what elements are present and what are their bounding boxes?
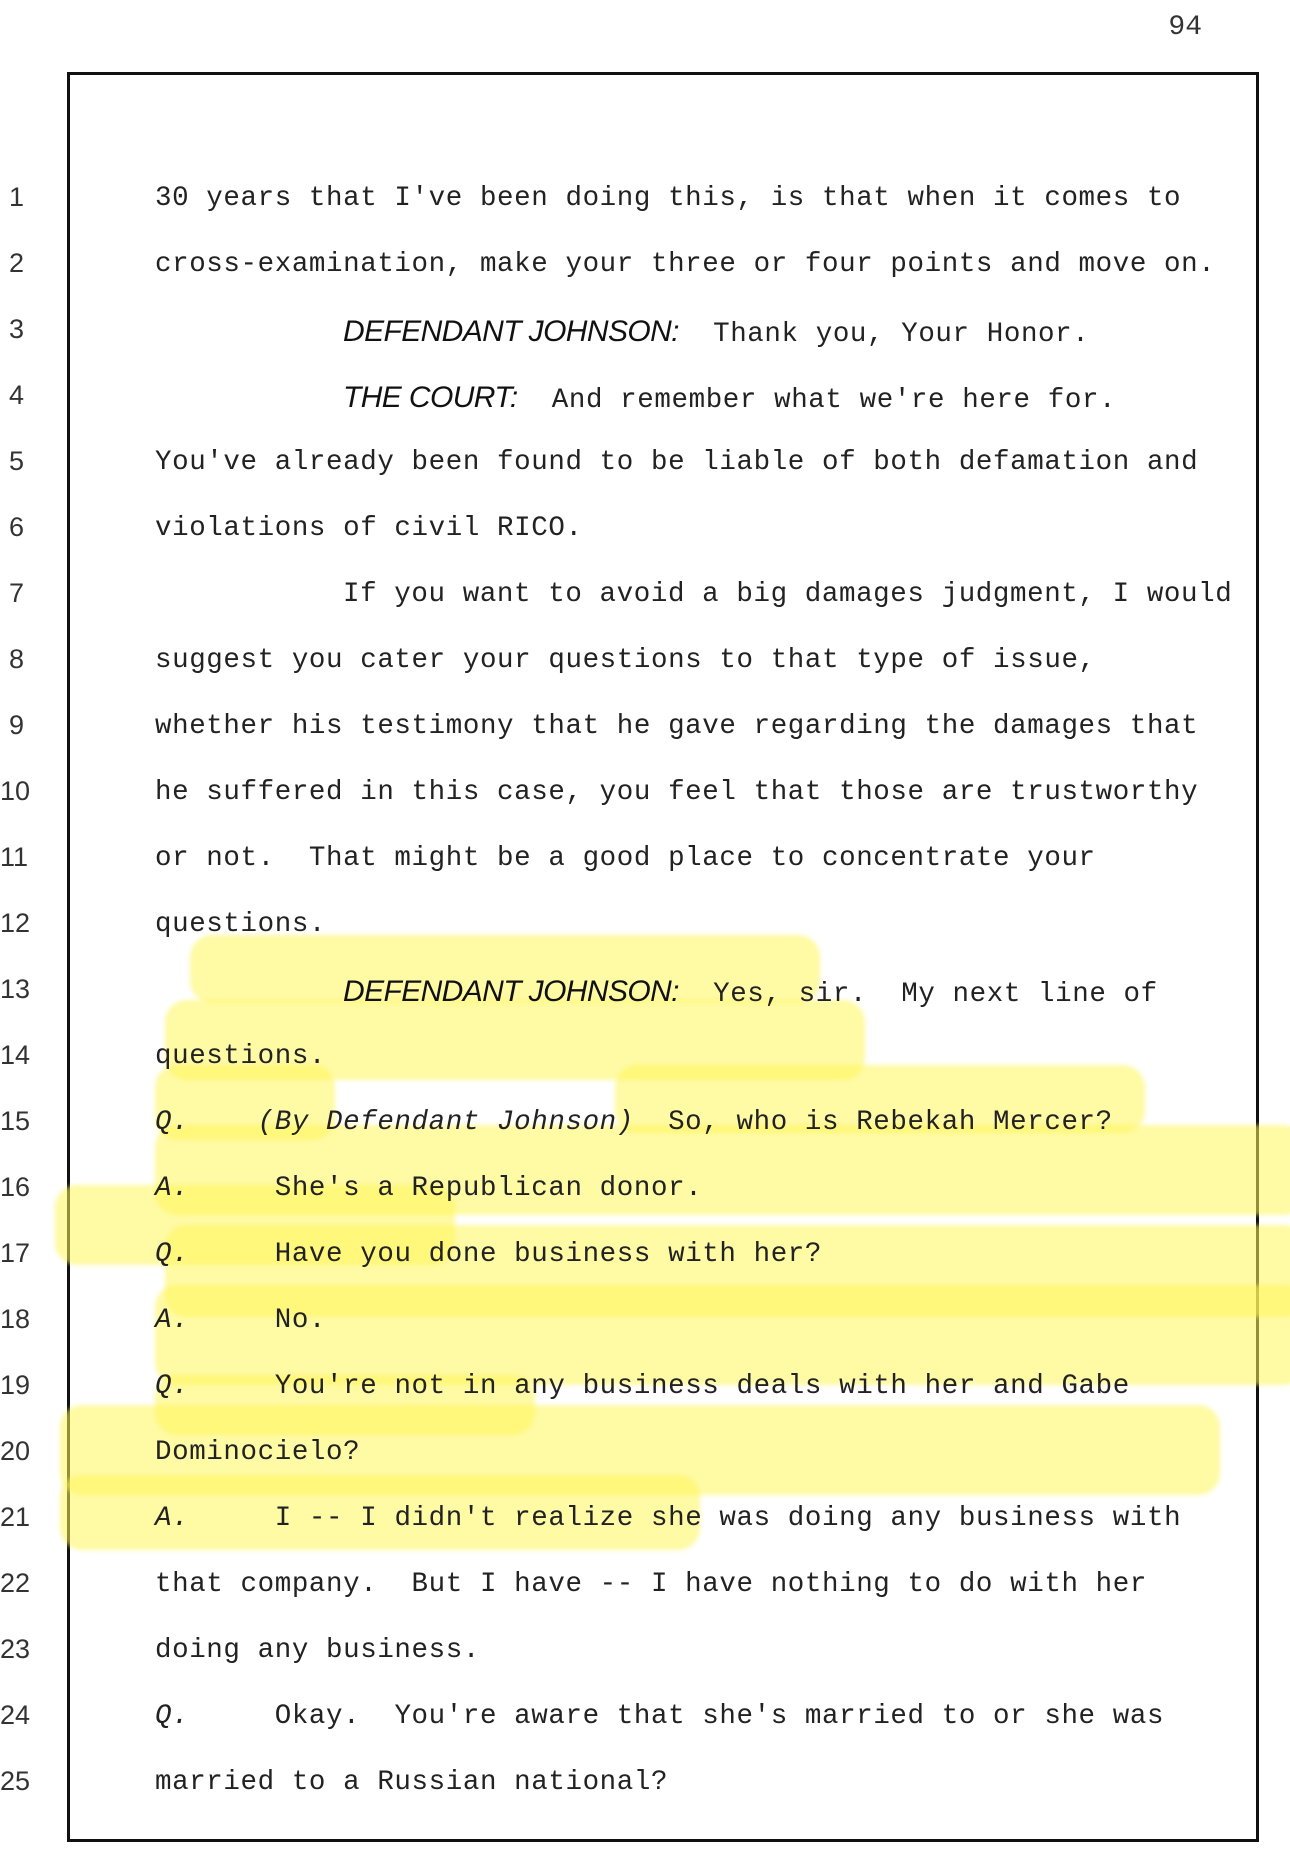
line-number: 21 <box>0 1502 31 1532</box>
transcript-line <box>155 1503 1181 1534</box>
transcript-line <box>155 711 1198 742</box>
line-number: 16 <box>0 1172 31 1202</box>
line-number: 1 <box>8 182 24 212</box>
line-text: 30 years that I've been doing this, is that when it comes to <box>155 183 1182 214</box>
line-number: 19 <box>0 1370 31 1400</box>
line-number: 11 <box>0 842 29 872</box>
qa-marker: Q. <box>155 1371 190 1402</box>
line-number: 20 <box>0 1436 31 1466</box>
transcript-line <box>155 1239 822 1270</box>
line-text: You're not in any business deals with her and Gabe <box>189 1371 1130 1402</box>
line-text: I -- I didn't realize she was doing any business with <box>189 1503 1182 1534</box>
qa-marker: A. <box>155 1173 190 1204</box>
line-number: 5 <box>8 446 24 476</box>
transcript-line <box>155 1635 480 1666</box>
line-number: 2 <box>8 248 24 278</box>
line-text: or not. That might be a good place to concentrate your <box>155 843 1096 874</box>
qa-marker: Q. <box>155 1701 190 1732</box>
line-number: 17 <box>0 1238 31 1268</box>
line-text: She's a Republican donor. <box>189 1173 703 1204</box>
line-text: questions. <box>155 1041 327 1072</box>
speaker-label: THE COURT: <box>343 381 518 414</box>
line-number: 7 <box>8 578 24 608</box>
line-number: 10 <box>0 776 31 806</box>
line-text: doing any business. <box>155 1635 480 1666</box>
transcript-line <box>155 1173 702 1204</box>
line-text: So, who is Rebekah Mercer? <box>633 1107 1113 1138</box>
line-number: 25 <box>0 1766 31 1796</box>
line-text: Yes, sir. My next line of <box>678 979 1158 1010</box>
line-text: Thank you, Your Honor. <box>678 319 1090 350</box>
line-text: Have you done business with her? <box>189 1239 823 1270</box>
line-number: 22 <box>0 1568 31 1598</box>
transcript-line <box>343 381 1116 416</box>
line-number: 24 <box>0 1700 31 1730</box>
transcript-line <box>155 1767 668 1798</box>
transcript-line <box>155 447 1198 478</box>
speaker-label: DEFENDANT JOHNSON: <box>343 315 679 348</box>
transcript-line <box>155 909 326 940</box>
line-number: 12 <box>0 908 31 938</box>
transcript-line <box>155 1041 326 1072</box>
transcript-line <box>343 315 1089 350</box>
transcript-line <box>155 843 1096 874</box>
transcript-line <box>155 1371 1130 1402</box>
page-number: 94 <box>1168 12 1202 43</box>
transcript-line <box>155 249 1215 280</box>
transcript-line <box>155 513 583 544</box>
transcript-line <box>155 183 1181 214</box>
line-text: he suffered in this case, you feel that those are trustworthy <box>155 777 1199 808</box>
qa-marker: Q. (By Defendant Johnson) <box>155 1107 634 1138</box>
line-number: 13 <box>0 974 31 1004</box>
line-text: violations of civil RICO. <box>155 513 583 544</box>
line-number: 4 <box>8 380 24 410</box>
qa-marker: A. <box>155 1305 190 1336</box>
transcript-line <box>155 645 1096 676</box>
line-number: 3 <box>8 314 24 344</box>
line-text: Okay. You're aware that she's married to or she was <box>189 1701 1165 1732</box>
line-text: You've already been found to be liable of both defamation and <box>155 447 1199 478</box>
transcript-line <box>155 1305 326 1336</box>
transcript-frame <box>67 72 1259 1842</box>
line-text: that company. But I have -- I have nothing to do with her <box>155 1569 1147 1600</box>
line-text: whether his testimony that he gave regarding the damages that <box>155 711 1199 742</box>
transcript-line <box>155 1107 1113 1138</box>
transcript-line <box>343 975 1158 1010</box>
line-text: cross-examination, make your three or four points and move on. <box>155 249 1216 280</box>
transcript-line <box>155 777 1198 808</box>
line-text: married to a Russian national? <box>155 1767 669 1798</box>
line-number: 9 <box>8 710 24 740</box>
line-text: questions. <box>155 909 327 940</box>
line-number: 23 <box>0 1634 31 1664</box>
transcript-line <box>155 1569 1147 1600</box>
transcript-line <box>155 1437 360 1468</box>
line-text: If you want to avoid a big damages judgment, I would <box>343 579 1233 610</box>
transcript-line <box>343 579 1232 610</box>
line-text: suggest you cater your questions to that type of issue, <box>155 645 1096 676</box>
line-number: 15 <box>0 1106 31 1136</box>
line-number: 8 <box>8 644 24 674</box>
qa-marker: A. <box>155 1503 190 1534</box>
line-number: 6 <box>8 512 24 542</box>
transcript-line <box>155 1701 1164 1732</box>
qa-marker: Q. <box>155 1239 190 1270</box>
line-text: No. <box>189 1305 327 1336</box>
line-text: Dominocielo? <box>155 1437 361 1468</box>
speaker-label: DEFENDANT JOHNSON: <box>343 975 679 1008</box>
line-number: 14 <box>0 1040 31 1070</box>
line-text: And remember what we're here for. <box>517 385 1117 416</box>
line-number: 18 <box>0 1304 31 1334</box>
